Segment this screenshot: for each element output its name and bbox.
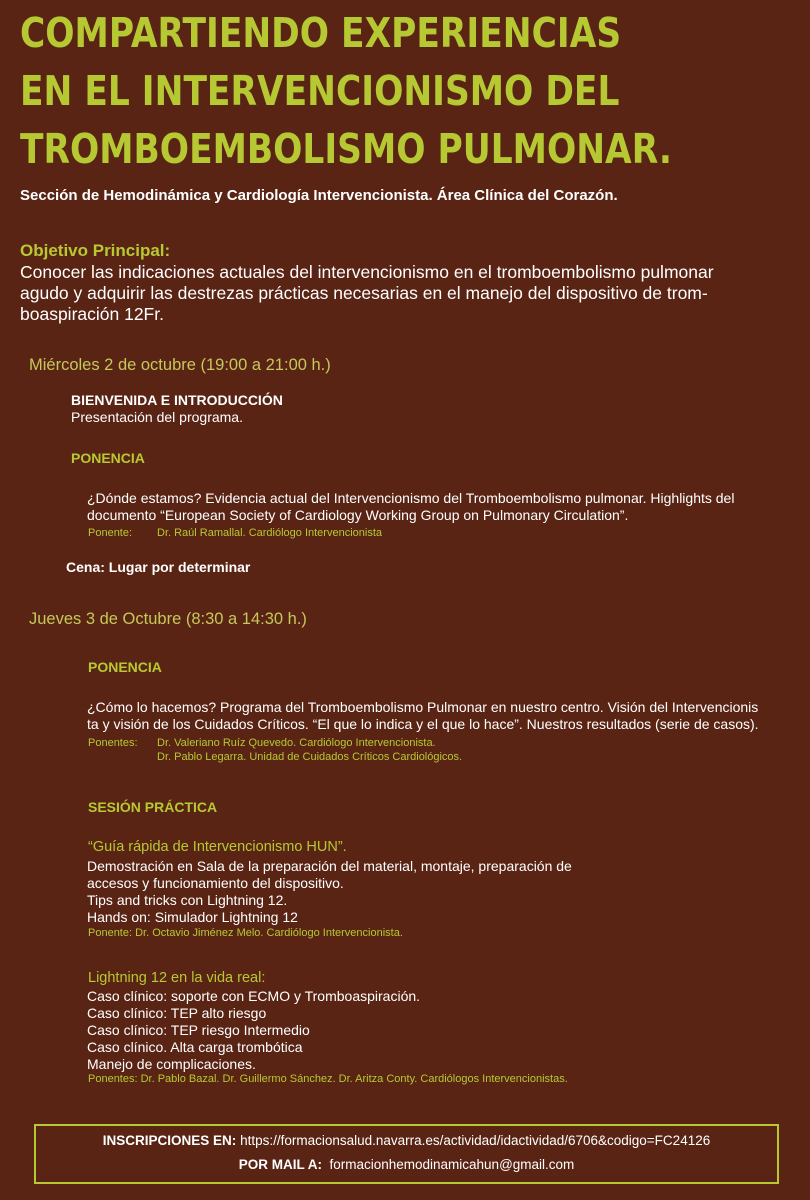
objective-line-2: agudo y adquirir las destrezas prácticas necesarias en el manejo del dispositivo de trom- <box>20 283 708 303</box>
day2-heading: Jueves 3 de Octubre (8:30 a 14:30 h.) <box>29 610 307 628</box>
practice-label: SESIÓN PRÁCTICA <box>88 799 218 815</box>
day2-ponencia-line-1: ¿Cómo lo hacemos? Programa del Tromboembolismo Pulmonar en nuestro centro. Visión del Intervencionis <box>87 699 759 715</box>
day2-ponencia-text <box>87 699 759 733</box>
mail-address-link[interactable]: formacionhemodinamicahun@gmail.com <box>329 1157 575 1172</box>
day1-ponencia-line-1: ¿Dónde estamos? Evidencia actual del Intervencionismo del Tromboembolismo pulmonar. Highlights del <box>87 490 735 506</box>
day2-ponencia-line-2: ta y visión de los Cuidados Críticos. “El que lo indica y el que lo hace”. Nuestros resultados (serie de casos). <box>87 716 759 732</box>
real-line-1: Caso clínico: soporte con ECMO y Tromboaspiración. <box>87 988 421 1004</box>
real-line-2: Caso clínico: TEP alto riesgo <box>87 1005 267 1021</box>
day1-ponencia-line-2: documento “European Society of Cardiology Working Group on Pulmonary Circulation”. <box>87 507 629 523</box>
day2-speaker-2: Dr. Pablo Legarra. Unidad de Cuidados Críticos Cardiológicos. <box>157 751 463 763</box>
guide-line-3: Tips and tricks con Lightning 12. <box>87 892 288 908</box>
dinner-note: Cena: Lugar por determinar <box>66 559 251 575</box>
registration-link[interactable]: https://formacionsalud.navarra.es/actividad/idactividad/6706&codigo=FC24126 <box>240 1133 711 1148</box>
real-life-text <box>87 988 420 1073</box>
objective-line-3: boaspiración 12Fr. <box>20 304 164 324</box>
day2-speakers <box>88 737 436 749</box>
guide-text <box>87 858 572 926</box>
registration-box <box>34 1124 779 1184</box>
day1-ponencia-label: PONENCIA <box>71 450 145 466</box>
title-line-3: TROMBOEMBOLISMO PULMONAR. <box>20 125 672 173</box>
day2-ponencia-label: PONENCIA <box>88 659 162 675</box>
mail-line <box>36 1157 777 1172</box>
objective-line-1: Conocer las indicaciones actuales del intervencionismo en el tromboembolismo pulmonar <box>20 262 714 282</box>
welcome-title: BIENVENIDA E INTRODUCCIÓN <box>71 392 283 408</box>
real-line-3: Caso clínico: TEP riesgo Intermedio <box>87 1022 310 1038</box>
main-title <box>20 4 672 178</box>
day1-speaker-name: Dr. Raúl Ramallal. Cardiólogo Intervencionista <box>157 527 382 539</box>
day2-speaker-1: Dr. Valeriano Ruíz Quevedo. Cardiólogo Intervencionista. <box>157 737 436 749</box>
guide-title: “Guía rápida de Intervencionismo HUN”. <box>88 839 347 855</box>
day1-speaker-role: Ponente: <box>88 527 133 539</box>
day1-heading: Miércoles 2 de octubre (19:00 a 21:00 h.) <box>29 356 331 374</box>
objective-heading: Objetivo Principal: <box>20 241 171 260</box>
day2-speakers-role: Ponentes: <box>88 737 138 749</box>
title-line-1: COMPARTIENDO EXPERIENCIAS <box>20 9 622 57</box>
day1-speaker <box>88 527 382 539</box>
real-life-speakers: Ponentes: Dr. Pablo Bazal. Dr. Guillermo Sánchez. Dr. Aritza Conty. Cardiólogos Intervencionistas. <box>88 1073 568 1085</box>
guide-speaker: Ponente: Dr. Octavio Jiménez Melo. Cardiólogo Intervencionista. <box>88 927 403 939</box>
guide-line-2: accesos y funcionamiento del dispositivo. <box>87 875 344 891</box>
real-life-title: Lightning 12 en la vida real: <box>88 970 266 986</box>
guide-line-1: Demostración en Sala de la preparación del material, montaje, preparación de <box>87 858 572 874</box>
mail-label: POR MAIL A: <box>238 1157 322 1172</box>
real-line-5: Manejo de complicaciones. <box>87 1056 256 1072</box>
registration-line <box>36 1133 777 1148</box>
title-line-2: EN EL INTERVENCIONISMO DEL <box>20 67 620 115</box>
day1-ponencia-text <box>87 490 734 524</box>
guide-line-4: Hands on: Simulador Lightning 12 <box>87 909 298 925</box>
objective-text <box>20 262 760 325</box>
real-line-4: Caso clínico. Alta carga trombótica <box>87 1039 303 1055</box>
section-subtitle: Sección de Hemodinámica y Cardiología Intervencionista. Área Clínica del Corazón. <box>20 187 618 204</box>
registration-label: INSCRIPCIONES EN: <box>102 1133 237 1148</box>
welcome-text: Presentación del programa. <box>71 409 243 425</box>
